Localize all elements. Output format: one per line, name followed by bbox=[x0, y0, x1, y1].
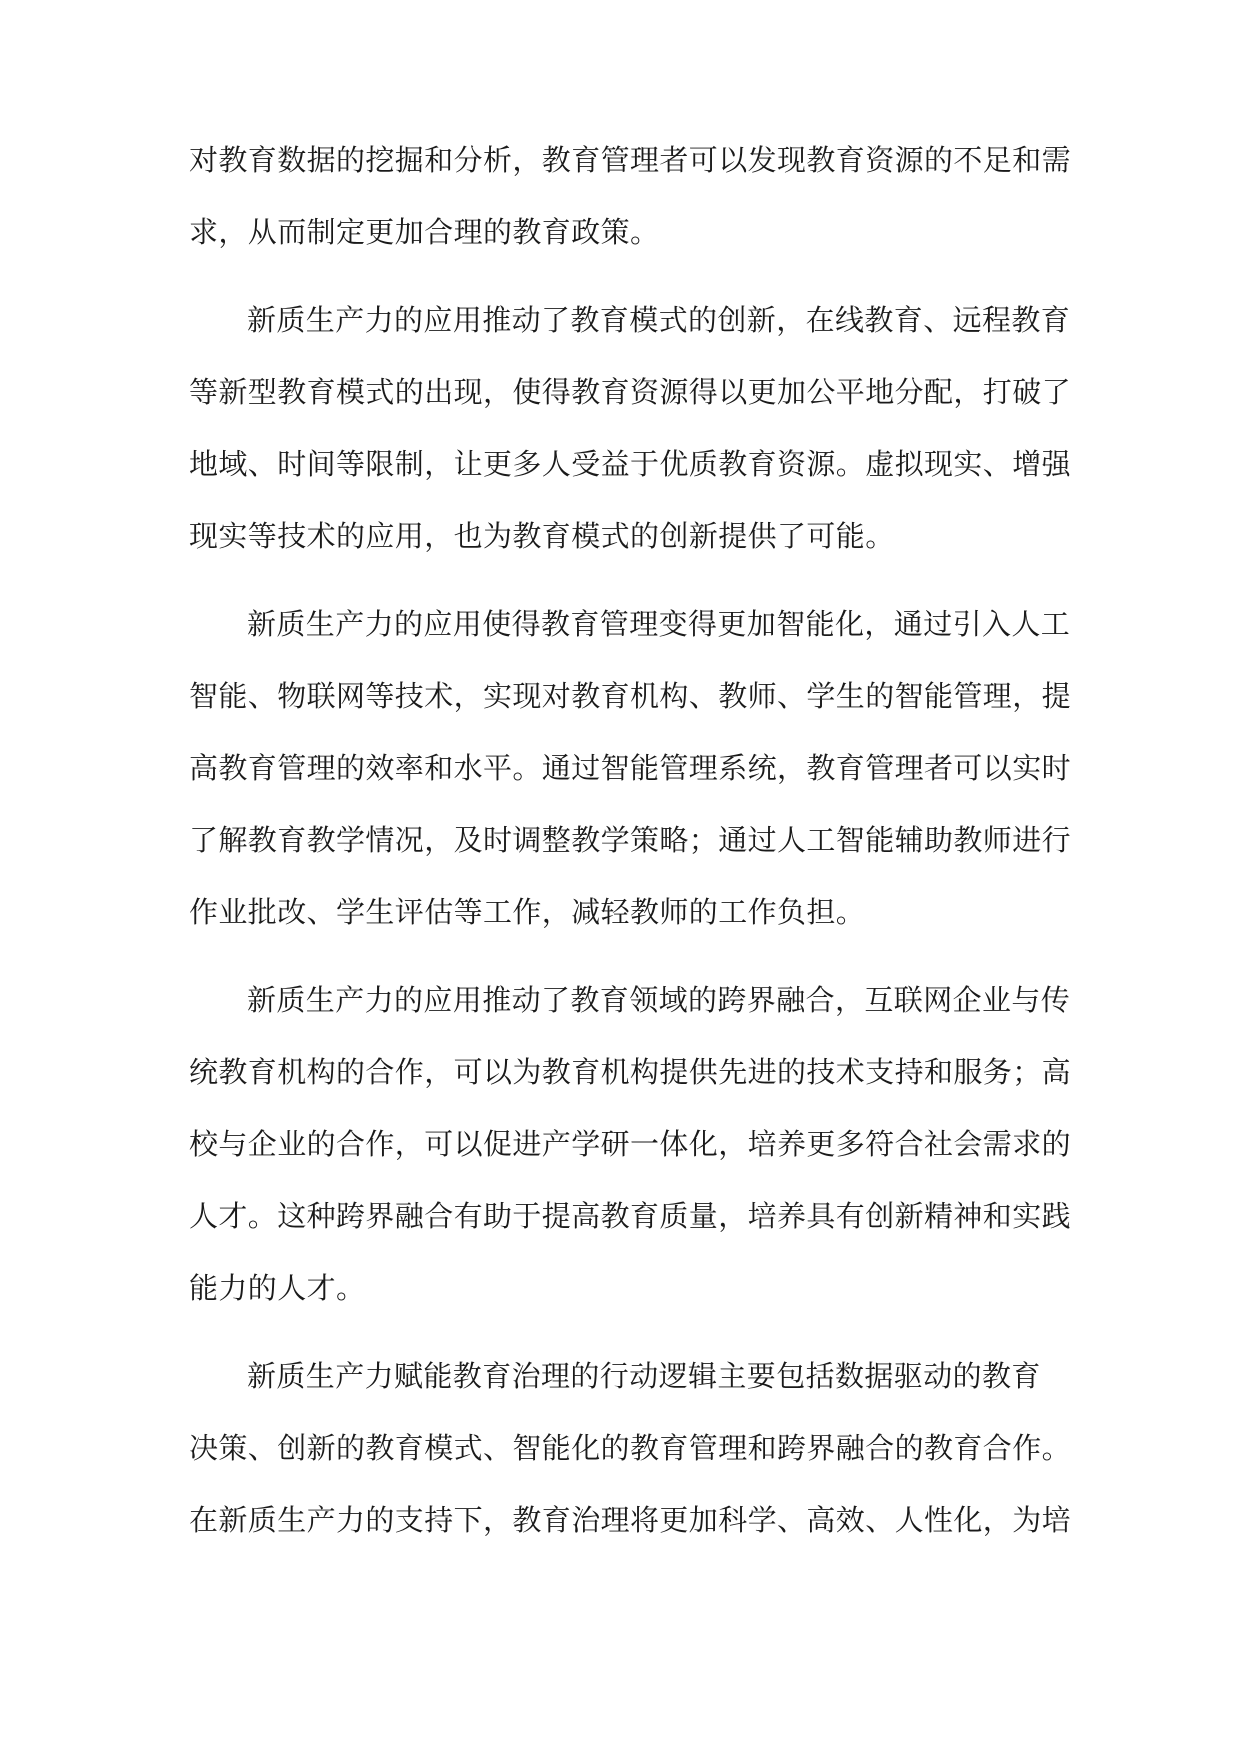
text-line: 作业批改、学生评估等工作，减轻教师的工作负担。 bbox=[189, 895, 866, 929]
text-line: 决策、创新的教育模式、智能化的教育管理和跨界融合的教育合作。 bbox=[189, 1431, 1072, 1465]
text-line: 等新型教育模式的出现，使得教育资源得以更加公平地分配，打破了 bbox=[189, 375, 1072, 409]
paragraph-first-line: 新质生产力的应用推动了教育领域的跨界融合，互联网企业与传 bbox=[247, 983, 1071, 1017]
paragraph-first-line: 新质生产力的应用推动了教育模式的创新，在线教育、远程教育 bbox=[247, 303, 1071, 337]
text-line: 能力的人才。 bbox=[189, 1271, 366, 1305]
paragraph-first-line: 新质生产力的应用使得教育管理变得更加智能化，通过引入人工 bbox=[247, 607, 1071, 641]
text-line: 高教育管理的效率和水平。通过智能管理系统，教育管理者可以实时 bbox=[189, 751, 1072, 785]
text-line: 对教育数据的挖掘和分析，教育管理者可以发现教育资源的不足和需 bbox=[189, 143, 1072, 177]
text-line: 智能、物联网等技术，实现对教育机构、教师、学生的智能管理，提 bbox=[189, 679, 1072, 713]
text-line: 人才。这种跨界融合有助于提高教育质量，培养具有创新精神和实践 bbox=[189, 1199, 1072, 1233]
text-line: 了解教育教学情况，及时调整教学策略；通过人工智能辅助教师进行 bbox=[189, 823, 1072, 857]
text-line: 求，从而制定更加合理的教育政策。 bbox=[189, 215, 660, 249]
paragraph-first-line: 新质生产力赋能教育治理的行动逻辑主要包括数据驱动的教育 bbox=[247, 1359, 1041, 1393]
text-line: 校与企业的合作，可以促进产学研一体化，培养更多符合社会需求的 bbox=[189, 1127, 1072, 1161]
text-line: 统教育机构的合作，可以为教育机构提供先进的技术支持和服务；高 bbox=[189, 1055, 1072, 1089]
text-line: 地域、时间等限制，让更多人受益于优质教育资源。虚拟现实、增强 bbox=[189, 447, 1072, 481]
text-line: 在新质生产力的支持下，教育治理将更加科学、高效、人性化，为培 bbox=[189, 1503, 1072, 1537]
text-line: 现实等技术的应用，也为教育模式的创新提供了可能。 bbox=[189, 519, 895, 553]
